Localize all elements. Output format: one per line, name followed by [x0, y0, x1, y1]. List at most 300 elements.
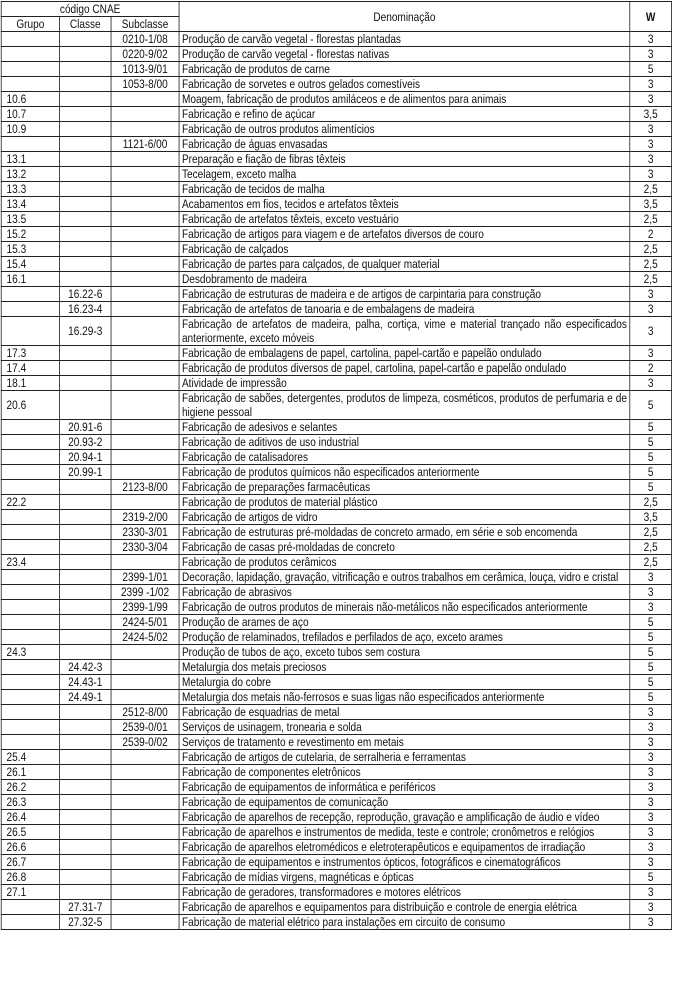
cell-denominacao: Fabricação de casas pré-moldadas de concreto [179, 540, 630, 555]
cell-classe [59, 810, 111, 825]
cell-subclasse [111, 302, 179, 317]
cell-subclasse [111, 197, 179, 212]
cell-classe [59, 525, 111, 540]
cell-classe [59, 242, 111, 257]
cell-w: 3 [630, 376, 672, 391]
cell-subclasse: 1053-8/00 [111, 77, 179, 92]
table-row [1, 840, 671, 855]
cell-classe [59, 47, 111, 62]
cell-grupo: 25.4 [1, 750, 59, 765]
table-row [1, 227, 671, 242]
cell-w: 3 [630, 900, 672, 915]
cell-classe [59, 107, 111, 122]
cell-classe [59, 645, 111, 660]
cell-classe: 16.22-6 [59, 287, 111, 302]
cell-denominacao: Fabricação de artefatos têxteis, exceto vestuário [179, 212, 630, 227]
cell-subclasse: 2512-8/00 [111, 705, 179, 720]
cell-w: 3 [630, 287, 672, 302]
cell-denominacao: Fabricação de geradores, transformadores e motores elétricos [179, 885, 630, 900]
cell-subclasse [111, 870, 179, 885]
cell-subclasse: 2424-5/01 [111, 615, 179, 630]
cell-subclasse [111, 122, 179, 137]
cell-classe [59, 855, 111, 870]
cell-subclasse [111, 391, 179, 420]
cell-grupo: 15.3 [1, 242, 59, 257]
cell-w: 2,5 [630, 212, 672, 227]
cell-classe [59, 585, 111, 600]
cell-w: 5 [630, 435, 672, 450]
cell-grupo [1, 570, 59, 585]
cell-denominacao: Fabricação de partes para calçados, de qualquer material [179, 257, 630, 272]
cell-grupo [1, 510, 59, 525]
cell-grupo: 15.4 [1, 257, 59, 272]
cell-denominacao: Acabamentos em fios, tecidos e artefatos têxteis [179, 197, 630, 212]
cell-grupo: 10.9 [1, 122, 59, 137]
cell-classe [59, 272, 111, 287]
cell-classe: 20.93-2 [59, 435, 111, 450]
cell-subclasse [111, 257, 179, 272]
cell-grupo: 26.4 [1, 810, 59, 825]
cell-subclasse [111, 855, 179, 870]
cell-w: 2 [630, 361, 672, 376]
cell-subclasse [111, 900, 179, 915]
cell-w: 3 [630, 705, 672, 720]
cell-subclasse [111, 212, 179, 227]
cell-grupo [1, 137, 59, 152]
cell-grupo: 17.4 [1, 361, 59, 376]
cell-subclasse [111, 840, 179, 855]
table-row [1, 450, 671, 465]
cell-denominacao: Fabricação de equipamentos de comunicação [179, 795, 630, 810]
cell-subclasse: 0210-1/08 [111, 32, 179, 47]
cell-subclasse: 2330-3/04 [111, 540, 179, 555]
cell-w: 3 [630, 92, 672, 107]
cell-w: 2,5 [630, 182, 672, 197]
cell-subclasse [111, 495, 179, 510]
cell-denominacao: Fabricação de outros produtos de minerais não-metálicos não especificados anteriormente [179, 600, 630, 615]
cell-denominacao: Fabricação de catalisadores [179, 450, 630, 465]
table-row [1, 391, 671, 420]
cell-grupo: 22.2 [1, 495, 59, 510]
cell-subclasse: 2399-1/99 [111, 600, 179, 615]
cell-denominacao: Fabricação de componentes eletrônicos [179, 765, 630, 780]
cell-subclasse [111, 780, 179, 795]
cell-denominacao: Produção de tubos de aço, exceto tubos sem costura [179, 645, 630, 660]
cell-denominacao: Serviços de tratamento e revestimento em metais [179, 735, 630, 750]
cell-subclasse [111, 450, 179, 465]
cell-subclasse: 2399 -1/02 [111, 585, 179, 600]
table-header [1, 2, 671, 32]
cell-denominacao: Metalurgia dos metais preciosos [179, 660, 630, 675]
cell-grupo [1, 720, 59, 735]
cell-classe [59, 257, 111, 272]
table-row [1, 585, 671, 600]
cell-classe: 27.32-5 [59, 915, 111, 930]
cell-subclasse [111, 361, 179, 376]
cell-classe [59, 720, 111, 735]
table-row [1, 346, 671, 361]
cell-classe [59, 600, 111, 615]
table-row [1, 465, 671, 480]
cell-denominacao: Fabricação de aparelhos eletromédicos e eletroterapêuticos e equipamentos de irradiação [179, 840, 630, 855]
cell-w: 2,5 [630, 525, 672, 540]
cell-w: 3,5 [630, 510, 672, 525]
cell-classe [59, 376, 111, 391]
cell-denominacao: Fabricação e refino de açúcar [179, 107, 630, 122]
cell-grupo [1, 615, 59, 630]
table-row [1, 825, 671, 840]
cell-subclasse [111, 690, 179, 705]
cell-grupo [1, 77, 59, 92]
cell-w: 2 [630, 227, 672, 242]
cell-w: 3 [630, 765, 672, 780]
table-row [1, 660, 671, 675]
cell-classe [59, 212, 111, 227]
cell-classe [59, 825, 111, 840]
table-row [1, 376, 671, 391]
cell-subclasse: 2123-8/00 [111, 480, 179, 495]
table-row [1, 630, 671, 645]
cell-w: 3 [630, 840, 672, 855]
cell-classe: 27.31-7 [59, 900, 111, 915]
cell-classe [59, 346, 111, 361]
cell-grupo [1, 540, 59, 555]
cell-w: 3,5 [630, 197, 672, 212]
cell-subclasse: 1013-9/01 [111, 62, 179, 77]
table-row [1, 317, 671, 346]
cell-classe [59, 510, 111, 525]
table-row [1, 885, 671, 900]
cell-classe [59, 391, 111, 420]
cell-grupo [1, 915, 59, 930]
cell-denominacao: Fabricação de sorvetes e outros gelados comestíveis [179, 77, 630, 92]
table-row [1, 152, 671, 167]
cell-denominacao: Fabricação de sabões, detergentes, produtos de limpeza, cosméticos, produtos de perfumaria e de higiene pessoal [179, 391, 630, 420]
cell-grupo [1, 62, 59, 77]
cell-grupo [1, 47, 59, 62]
cell-denominacao: Atividade de impressão [179, 376, 630, 391]
cell-subclasse: 0220-9/02 [111, 47, 179, 62]
cell-w: 5 [630, 420, 672, 435]
cell-classe [59, 92, 111, 107]
header-denominacao: Denominação [179, 2, 630, 32]
cell-subclasse [111, 167, 179, 182]
table-row [1, 122, 671, 137]
cell-classe [59, 870, 111, 885]
cell-subclasse: 2539-0/01 [111, 720, 179, 735]
cell-subclasse [111, 750, 179, 765]
cell-subclasse: 2330-3/01 [111, 525, 179, 540]
table-row [1, 272, 671, 287]
cell-w: 3 [630, 780, 672, 795]
table-row [1, 182, 671, 197]
cell-w: 3 [630, 77, 672, 92]
cell-grupo: 10.7 [1, 107, 59, 122]
cell-w: 3 [630, 137, 672, 152]
cell-w: 3 [630, 885, 672, 900]
cell-denominacao: Fabricação de produtos químicos não especificados anteriormente [179, 465, 630, 480]
cell-w: 3 [630, 855, 672, 870]
cell-w: 3 [630, 167, 672, 182]
cell-grupo [1, 435, 59, 450]
cell-subclasse [111, 182, 179, 197]
cell-subclasse [111, 272, 179, 287]
table-row [1, 705, 671, 720]
table-row [1, 47, 671, 62]
cell-grupo: 26.1 [1, 765, 59, 780]
cell-grupo [1, 525, 59, 540]
cell-classe [59, 137, 111, 152]
cell-w: 3 [630, 825, 672, 840]
header-classe: Classe [59, 17, 111, 32]
table-row [1, 361, 671, 376]
cell-classe [59, 480, 111, 495]
cell-classe [59, 32, 111, 47]
cell-w: 3,5 [630, 107, 672, 122]
cell-w: 5 [630, 675, 672, 690]
cell-grupo [1, 480, 59, 495]
table-row [1, 212, 671, 227]
table-row [1, 870, 671, 885]
table-row [1, 77, 671, 92]
table-row [1, 480, 671, 495]
cell-classe [59, 840, 111, 855]
table-row [1, 570, 671, 585]
cell-subclasse: 2399-1/01 [111, 570, 179, 585]
cell-denominacao: Fabricação de aparelhos de recepção, reprodução, gravação e amplificação de áudio e vídeo [179, 810, 630, 825]
cell-denominacao: Fabricação de artigos de vidro [179, 510, 630, 525]
cell-classe [59, 62, 111, 77]
cell-w: 3 [630, 915, 672, 930]
cell-grupo [1, 450, 59, 465]
cnae-table [1, 1, 672, 930]
cell-denominacao: Fabricação de equipamentos e instrumentos ópticos, fotográficos e cinematográficos [179, 855, 630, 870]
cell-subclasse [111, 346, 179, 361]
cell-grupo: 26.8 [1, 870, 59, 885]
cell-w: 2,5 [630, 495, 672, 510]
cell-grupo: 13.3 [1, 182, 59, 197]
cell-w: 5 [630, 645, 672, 660]
cell-subclasse [111, 555, 179, 570]
table-row [1, 750, 671, 765]
cell-classe [59, 735, 111, 750]
table-row [1, 915, 671, 930]
table-row [1, 197, 671, 212]
cell-classe: 20.94-1 [59, 450, 111, 465]
cell-w: 3 [630, 47, 672, 62]
cell-w: 2,5 [630, 257, 672, 272]
cell-grupo: 16.1 [1, 272, 59, 287]
cell-classe [59, 167, 111, 182]
cell-classe [59, 795, 111, 810]
cell-denominacao: Metalurgia dos metais não-ferrosos e suas ligas não especificados anteriormente [179, 690, 630, 705]
cell-denominacao: Fabricação de material elétrico para instalações em circuito de consumo [179, 915, 630, 930]
cell-grupo: 26.7 [1, 855, 59, 870]
cell-denominacao: Fabricação de artigos para viagem e de artefatos diversos de couro [179, 227, 630, 242]
cell-grupo [1, 735, 59, 750]
cell-grupo [1, 287, 59, 302]
cell-subclasse [111, 660, 179, 675]
cell-denominacao: Fabricação de estruturas pré-moldadas de concreto armado, em série e sob encomenda [179, 525, 630, 540]
table-row [1, 675, 671, 690]
cell-grupo [1, 465, 59, 480]
table-row [1, 92, 671, 107]
table-row [1, 287, 671, 302]
cell-classe: 24.49-1 [59, 690, 111, 705]
cell-denominacao: Preparação e fiação de fibras têxteis [179, 152, 630, 167]
cell-subclasse [111, 810, 179, 825]
table-row [1, 765, 671, 780]
table-row [1, 645, 671, 660]
cell-subclasse [111, 152, 179, 167]
cell-classe [59, 122, 111, 137]
cell-denominacao: Fabricação de abrasivos [179, 585, 630, 600]
cell-grupo: 26.2 [1, 780, 59, 795]
cell-grupo [1, 600, 59, 615]
cell-w: 5 [630, 450, 672, 465]
cell-denominacao: Fabricação de aparelhos e equipamentos para distribuição e controle de energia elétrica [179, 900, 630, 915]
table-row [1, 137, 671, 152]
cell-classe [59, 152, 111, 167]
cell-denominacao: Fabricação de águas envasadas [179, 137, 630, 152]
table-row [1, 167, 671, 182]
cell-w: 3 [630, 32, 672, 47]
cell-grupo: 13.4 [1, 197, 59, 212]
cell-grupo [1, 660, 59, 675]
cell-subclasse [111, 435, 179, 450]
cell-grupo [1, 630, 59, 645]
table-row [1, 420, 671, 435]
cell-classe [59, 182, 111, 197]
cell-classe [59, 885, 111, 900]
cell-denominacao: Tecelagem, exceto malha [179, 167, 630, 182]
cell-grupo: 23.4 [1, 555, 59, 570]
table-row [1, 795, 671, 810]
cell-w: 3 [630, 750, 672, 765]
cell-denominacao: Fabricação de embalagens de papel, cartolina, papel-cartão e papelão ondulado [179, 346, 630, 361]
cell-grupo: 26.5 [1, 825, 59, 840]
cell-w: 3 [630, 810, 672, 825]
table-row [1, 855, 671, 870]
table-row [1, 495, 671, 510]
cell-classe [59, 197, 111, 212]
cell-w: 5 [630, 630, 672, 645]
cell-denominacao: Fabricação de produtos de material plástico [179, 495, 630, 510]
header-w: W [630, 2, 672, 32]
header-codigo-cnae: código CNAE [1, 2, 179, 17]
cell-subclasse [111, 795, 179, 810]
table-row [1, 32, 671, 47]
cell-classe [59, 555, 111, 570]
cell-denominacao: Fabricação de outros produtos alimentícios [179, 122, 630, 137]
cell-denominacao: Fabricação de equipamentos de informática e periféricos [179, 780, 630, 795]
cell-subclasse [111, 227, 179, 242]
table-row [1, 242, 671, 257]
cell-classe: 20.91-6 [59, 420, 111, 435]
cell-subclasse [111, 885, 179, 900]
cell-denominacao: Metalurgia do cobre [179, 675, 630, 690]
cell-grupo: 10.6 [1, 92, 59, 107]
table-row [1, 107, 671, 122]
cell-grupo: 24.3 [1, 645, 59, 660]
cell-denominacao: Produção de carvão vegetal - florestas nativas [179, 47, 630, 62]
cell-grupo: 15.2 [1, 227, 59, 242]
cell-classe: 16.29-3 [59, 317, 111, 346]
cell-subclasse: 2539-0/02 [111, 735, 179, 750]
table-row [1, 555, 671, 570]
cell-w: 3 [630, 720, 672, 735]
cell-w: 3 [630, 302, 672, 317]
cell-subclasse [111, 242, 179, 257]
table-row [1, 540, 671, 555]
cell-classe [59, 77, 111, 92]
cell-w: 3 [630, 152, 672, 167]
cell-classe [59, 630, 111, 645]
cell-w: 5 [630, 480, 672, 495]
cell-w: 3 [630, 317, 672, 346]
cell-denominacao: Fabricação de artefatos de tanoaria e de embalagens de madeira [179, 302, 630, 317]
cell-classe [59, 780, 111, 795]
cell-subclasse [111, 420, 179, 435]
cell-subclasse [111, 107, 179, 122]
cell-denominacao: Serviços de usinagem, tronearia e solda [179, 720, 630, 735]
cell-w: 3 [630, 122, 672, 137]
cell-denominacao: Fabricação de artefatos de madeira, palha, cortiça, vime e material trançado não especificados anteriormente, exceto móveis [179, 317, 630, 346]
cell-denominacao: Produção de relaminados, trefilados e perfilados de aço, exceto arames [179, 630, 630, 645]
table-row [1, 525, 671, 540]
table-row [1, 615, 671, 630]
cell-denominacao: Fabricação de produtos cerâmicos [179, 555, 630, 570]
table-row [1, 735, 671, 750]
cell-w: 5 [630, 391, 672, 420]
cell-denominacao: Desdobramento de madeira [179, 272, 630, 287]
cell-w: 3 [630, 570, 672, 585]
cell-classe: 24.42-3 [59, 660, 111, 675]
cell-subclasse [111, 675, 179, 690]
cell-subclasse [111, 915, 179, 930]
cell-w: 5 [630, 870, 672, 885]
cell-subclasse [111, 376, 179, 391]
cell-subclasse [111, 825, 179, 840]
cell-denominacao: Fabricação de esquadrias de metal [179, 705, 630, 720]
cell-denominacao: Fabricação de produtos diversos de papel, cartolina, papel-cartão e papelão ondulado [179, 361, 630, 376]
cell-classe: 24.43-1 [59, 675, 111, 690]
cell-subclasse [111, 465, 179, 480]
cell-w: 3 [630, 735, 672, 750]
cell-classe [59, 540, 111, 555]
cell-grupo: 13.2 [1, 167, 59, 182]
cell-grupo [1, 420, 59, 435]
cell-subclasse: 2319-2/00 [111, 510, 179, 525]
cell-grupo: 27.1 [1, 885, 59, 900]
table-row [1, 780, 671, 795]
table-row [1, 720, 671, 735]
cell-classe: 20.99-1 [59, 465, 111, 480]
cell-subclasse [111, 92, 179, 107]
cell-subclasse [111, 317, 179, 346]
cell-denominacao: Fabricação de adesivos e selantes [179, 420, 630, 435]
cell-denominacao: Fabricação de artigos de cutelaria, de serralheria e ferramentas [179, 750, 630, 765]
cell-grupo [1, 32, 59, 47]
cell-w: 3 [630, 585, 672, 600]
cell-grupo: 18.1 [1, 376, 59, 391]
cell-grupo: 26.6 [1, 840, 59, 855]
table-row [1, 900, 671, 915]
cell-w: 3 [630, 346, 672, 361]
cell-denominacao: Fabricação de aparelhos e instrumentos de medida, teste e controle; cronômetros e relógios [179, 825, 630, 840]
cell-grupo: 13.1 [1, 152, 59, 167]
cell-subclasse: 2424-5/02 [111, 630, 179, 645]
